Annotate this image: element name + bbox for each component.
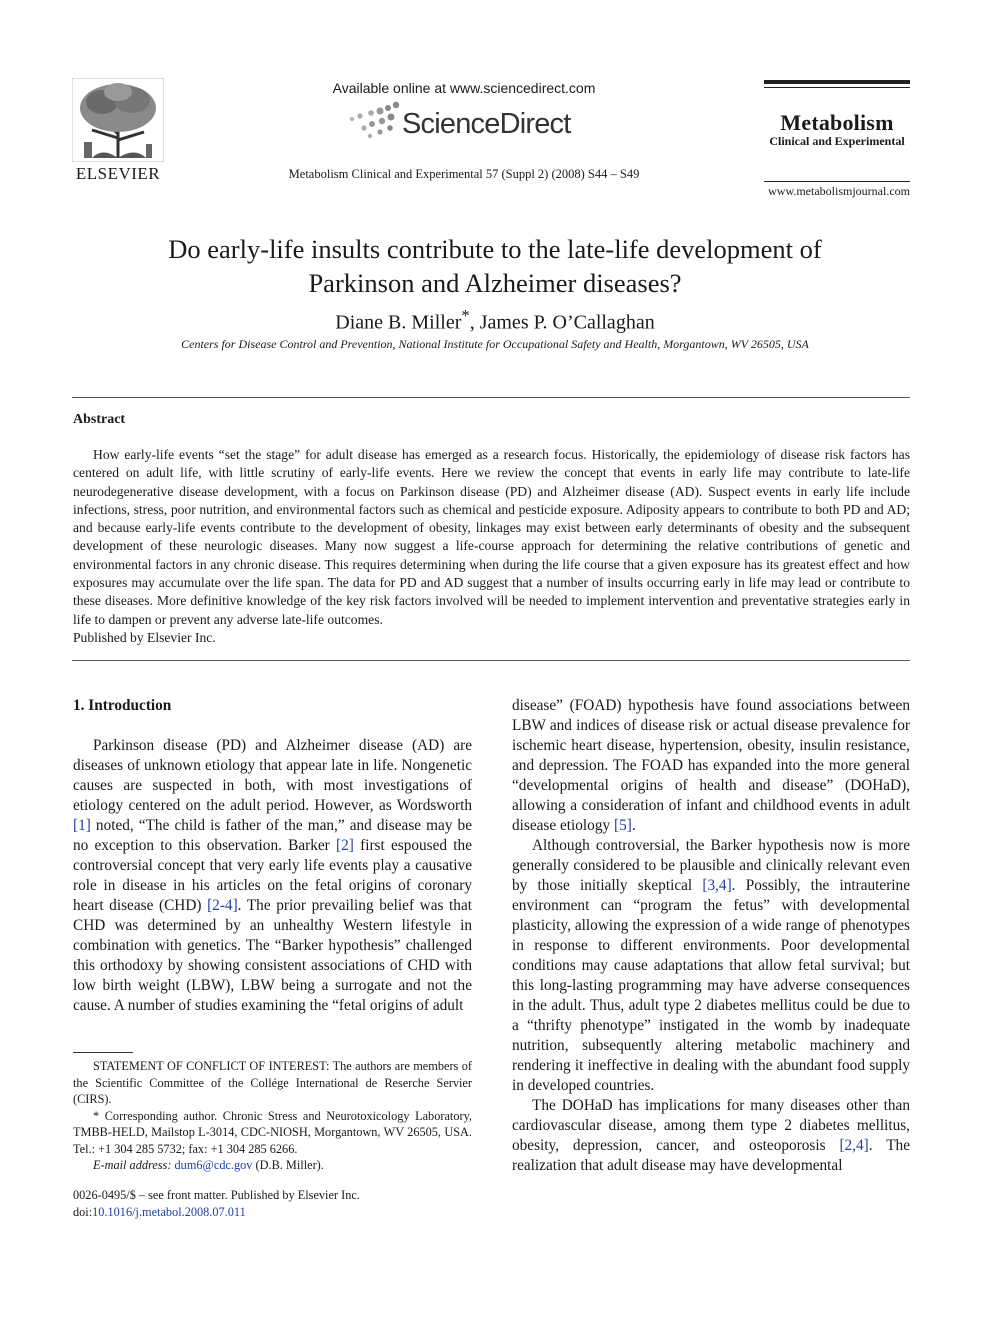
text-span: . The realization that adult disease may have developmental	[512, 1137, 910, 1174]
doi-label: doi:	[73, 1205, 93, 1219]
journal-name: Metabolism	[780, 110, 894, 135]
email-label: E-mail address:	[93, 1158, 172, 1172]
journal-citation: Metabolism Clinical and Experimental 57 (Suppl 2) (2008) S44 – S49	[288, 167, 640, 181]
sciencedirect-dots-icon	[344, 100, 400, 140]
text-span: . Possibly, the intrauterine environment can “program the fetus” with developmental plasticity, allowing the expression of a wide range of phenotypes in response to different environments. Poor developmental conditions may cause adaptations that allow fetal survival; but this long-lasting programming may have adverse consequences in the adult. Thus, adult type 2 diabetes mellitus could be due to a “thrifty phenotype” instigated in the womb by inadequate nutrition, subsequently altering metabolic machinery and rendering it ineffective in dealing with the abundant food supply in developed countries.	[512, 877, 910, 1094]
right-paragraph-3	[512, 1096, 910, 1176]
corresponding-author-mark[interactable]: *	[461, 306, 470, 325]
publisher-name: ELSEVIER	[75, 164, 161, 183]
reference-link-1[interactable]: [1]	[73, 817, 91, 834]
email-note	[73, 1157, 472, 1174]
email-link[interactable]: dum6@cdc.gov	[174, 1158, 253, 1172]
published-by: Published by Elsevier Inc.	[73, 630, 216, 645]
abstract-rule-top	[72, 397, 910, 398]
corresponding-author-note: * Corresponding author. Chronic Stress and Neurotoxicology Laboratory, TMBB-HELD, Mailstop L-3014, CDC-NIOSH, Morgantown, WV 26505, USA. Tel.: +1 304 285 5732; fax: +1 304 285 6266.	[73, 1108, 472, 1156]
text-span: disease” (FOAD) hypothesis have found associations between LBW and indices of disease risk or actual disease prevalence for ischemic heart disease, hypertension, obesity, insulin resistance, and depression. The FOAD has expanded into the more general “developmental origins of health and disease” (DOHaD), allowing a consideration of infant and childhood events in adult disease etiology	[512, 697, 910, 834]
text-span: The DOHaD has implications for many diseases other than cardiovascular disease, among them type 2 diabetes mellitus, obesity, depression, cancer, and osteoporosis	[512, 1097, 910, 1154]
abstract-rule-bottom	[72, 660, 910, 661]
doi-line	[73, 1204, 472, 1221]
journal-masthead	[764, 80, 910, 182]
article-title	[80, 232, 910, 300]
abstract-body: How early-life events “set the stage” for adult disease has emerged as a research focus. Historically, the epidemiology of disease risk factors has centered on adult life, with little scrutiny of early-life events. Here we review the concept that events in early life may contribute to late-life neurodegenerative disease development, with a focus on Parkinson disease (PD) and Alzheimer disease (AD). Suspect events in early life include infections, stress, poor nutrition, and environmental factors such as chemical and pesticide exposure. Adiposity appears to contribute to both PD and AD; and because early-life events contribute to the development of obesity, linkages may exist between early determinants of obesity and the subsequent development of these neurologic diseases. Many now suggest a life-course approach for determining the relative contributions of genetic and environmental factors in any chronic disease. This requires determining when during the life course that a given exposure has its greatest effect and how exposures may accumulate over the life span. The data for PD and AD suggest that a number of insults occurring early in life may lead or contribute to these diseases. More definitive knowledge of the key risk factors involved will be needed to implement intervention and preventative strategies early in life to dampen or prevent any adverse late-life outcomes.	[73, 447, 910, 627]
text-span: Although controversial, the Barker hypothesis now is more generally considered to be plausible and clinically relevant even by those initially skeptical	[512, 837, 910, 894]
available-online-text[interactable]: Available online at www.sciencedirect.com	[332, 80, 596, 96]
text-span: . The prior prevailing belief was that CHD was determined by an unhealthy Western lifestyle in combination with genetics. The “Barker hypothesis” challenged this orthodoxy by showing consistent associations of CHD with low birth weight (LBW), LBW being a surrogate and not the cause. A number of studies examining the “fetal origins of adult	[73, 897, 472, 1014]
elsevier-logo	[72, 78, 164, 186]
author-list	[80, 306, 910, 335]
reference-link-3-4[interactable]: [3,4]	[702, 877, 732, 894]
title-line-2: Parkinson and Alzheimer diseases?	[308, 268, 682, 298]
issn-line: 0026-0495/$ – see front matter. Published by Elsevier Inc.	[73, 1188, 360, 1202]
email-suffix: (D.B. Miller).	[252, 1158, 324, 1172]
abstract-heading: Abstract	[73, 412, 126, 427]
reference-link-2-4b[interactable]: [2,4]	[839, 1137, 869, 1154]
masthead-rule-top	[764, 80, 910, 84]
text-span: noted, “The child is father of the man,” and disease may be no exception to this observation. Barker	[73, 817, 472, 854]
left-column	[73, 736, 472, 1016]
sciencedirect-wordmark: ScienceDirect	[402, 108, 571, 140]
right-column	[512, 696, 910, 1176]
doi-link[interactable]: 10.1016/j.metabol.2008.07.011	[92, 1205, 246, 1219]
author-ocallaghan[interactable]: James P. O’Callaghan	[479, 311, 655, 334]
journal-url-link[interactable]: www.metabolismjournal.com	[768, 184, 910, 198]
section-heading-introduction: 1. Introduction	[73, 697, 172, 714]
author-separator: ,	[469, 311, 480, 334]
sciencedirect-logo[interactable]	[344, 100, 594, 146]
text-span: .	[631, 817, 636, 834]
footnote-rule	[73, 1052, 133, 1053]
intro-paragraph-1	[73, 736, 472, 1016]
right-paragraph-1	[512, 696, 910, 836]
affiliation: Centers for Disease Control and Prevention, National Institute for Occupational Safety and Health, Morgantown, WV 26505, USA	[181, 337, 809, 351]
conflict-of-interest-note: STATEMENT OF CONFLICT OF INTEREST: The authors are members of the Scientific Committee of the Collége International de Reserche Servier (CIRS).	[73, 1059, 472, 1106]
masthead-rule-bottom	[764, 181, 910, 182]
reference-link-2[interactable]: [2]	[336, 837, 354, 854]
right-paragraph-2	[512, 836, 910, 1096]
footnotes	[73, 1058, 472, 1174]
reference-link-2-4[interactable]: [2-4]	[207, 897, 238, 914]
masthead-rule-top-thin	[764, 87, 910, 88]
elsevier-tree-icon	[72, 78, 164, 162]
front-matter-info	[73, 1187, 472, 1221]
author-miller[interactable]: Diane B. Miller	[335, 311, 462, 334]
journal-subtitle: Clinical and Experimental	[769, 134, 905, 148]
reference-link-5[interactable]: [5]	[613, 817, 632, 834]
title-line-1: Do early-life insults contribute to the late-life development of	[168, 234, 822, 264]
text-span: Parkinson disease (PD) and Alzheimer disease (AD) are diseases of unknown etiology that appear late in life. Nongenetic causes are suspected in both, with most investigations of etiology centered on the adult period. However, as Wordsworth	[73, 737, 472, 814]
text-span: first espoused the controversial concept that very early life events play a causative role in disease in his articles on the fetal origins of coronary heart disease (CHD)	[73, 837, 472, 914]
